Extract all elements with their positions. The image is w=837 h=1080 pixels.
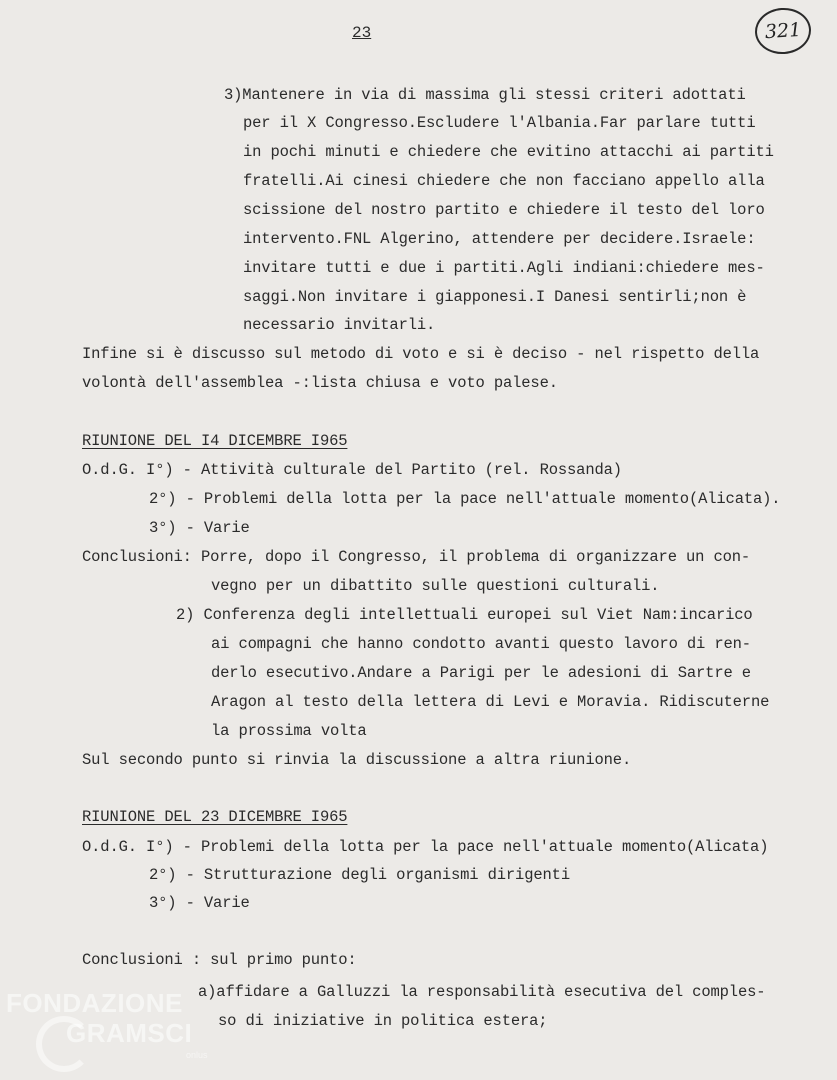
text-line: Conclusioni: Porre, dopo il Congresso, il problema di organizzare un con- (82, 548, 751, 566)
text-line: Infine si è discusso sul metodo di voto e si è deciso - nel rispetto della (82, 345, 760, 363)
agenda-item: O.d.G. I°) - Attività culturale del Partito (rel. Rossanda) (82, 461, 622, 479)
text-line: invitare tutti e due i partiti.Agli indiani:chiedere mes- (243, 259, 765, 277)
text-line: fratelli.Ai cinesi chiedere che non facciano appello alla (243, 172, 765, 190)
watermark-text: FONDAZIONE (6, 988, 183, 1018)
watermark-text: GRAMSCI (66, 1018, 193, 1048)
agenda-item: 2°) - Strutturazione degli organismi dirigenti (149, 866, 570, 884)
text-line: so di iniziative in politica estera; (218, 1012, 548, 1030)
text-line: volontà dell'assemblea -:lista chiusa e voto palese. (82, 374, 558, 392)
archive-reference-stamp: 321 (753, 6, 812, 56)
text-line: Conclusioni : sul primo punto: (82, 951, 357, 969)
text-line: Sul secondo punto si rinvia la discussione a altra riunione. (82, 751, 632, 769)
text-line: ai compagni che hanno condotto avanti questo lavoro di ren- (211, 635, 751, 653)
text-line: 2) Conferenza degli intellettuali europei sul Viet Nam:incarico (176, 606, 753, 624)
text-line: scissione del nostro partito e chiedere il testo del loro (243, 201, 765, 219)
text-line: 3)Mantenere in via di massima gli stessi criteri adottati (224, 86, 746, 104)
text-line: la prossima volta (211, 722, 367, 740)
text-line: derlo esecutivo.Andare a Parigi per le adesioni di Sartre e (211, 664, 751, 682)
text-line: in pochi minuti e chiedere che evitino attacchi ai partiti (243, 143, 774, 161)
text-line: vegno per un dibattito sulle questioni culturali. (211, 577, 660, 595)
section-heading: RIUNIONE DEL 23 DICEMBRE I965 (82, 808, 348, 826)
watermark-text: onlus (186, 1050, 208, 1060)
section-heading: RIUNIONE DEL I4 DICEMBRE I965 (82, 432, 348, 450)
page-number: 23 (352, 24, 372, 42)
text-line: necessario invitarli. (243, 316, 436, 334)
text-line: intervento.FNL Algerino, attendere per decidere.Israele: (243, 230, 756, 248)
agenda-item: 2°) - Problemi della lotta per la pace nell'attuale momento(Alicata). (149, 490, 781, 508)
text-line: Aragon al testo della lettera di Levi e Moravia. Ridiscuterne (211, 693, 770, 711)
agenda-item: 3°) - Varie (149, 894, 250, 912)
text-line: per il X Congresso.Escludere l'Albania.Far parlare tutti (243, 114, 756, 132)
agenda-item: O.d.G. I°) - Problemi della lotta per la pace nell'attuale momento(Alicata) (82, 838, 769, 856)
text-line: a)affidare a Galluzzi la responsabilità esecutiva del comples- (198, 983, 766, 1001)
watermark-logo (6, 988, 206, 1072)
agenda-item: 3°) - Varie (149, 519, 250, 537)
text-line: saggi.Non invitare i giapponesi.I Danesi sentirli;non è (243, 288, 747, 306)
